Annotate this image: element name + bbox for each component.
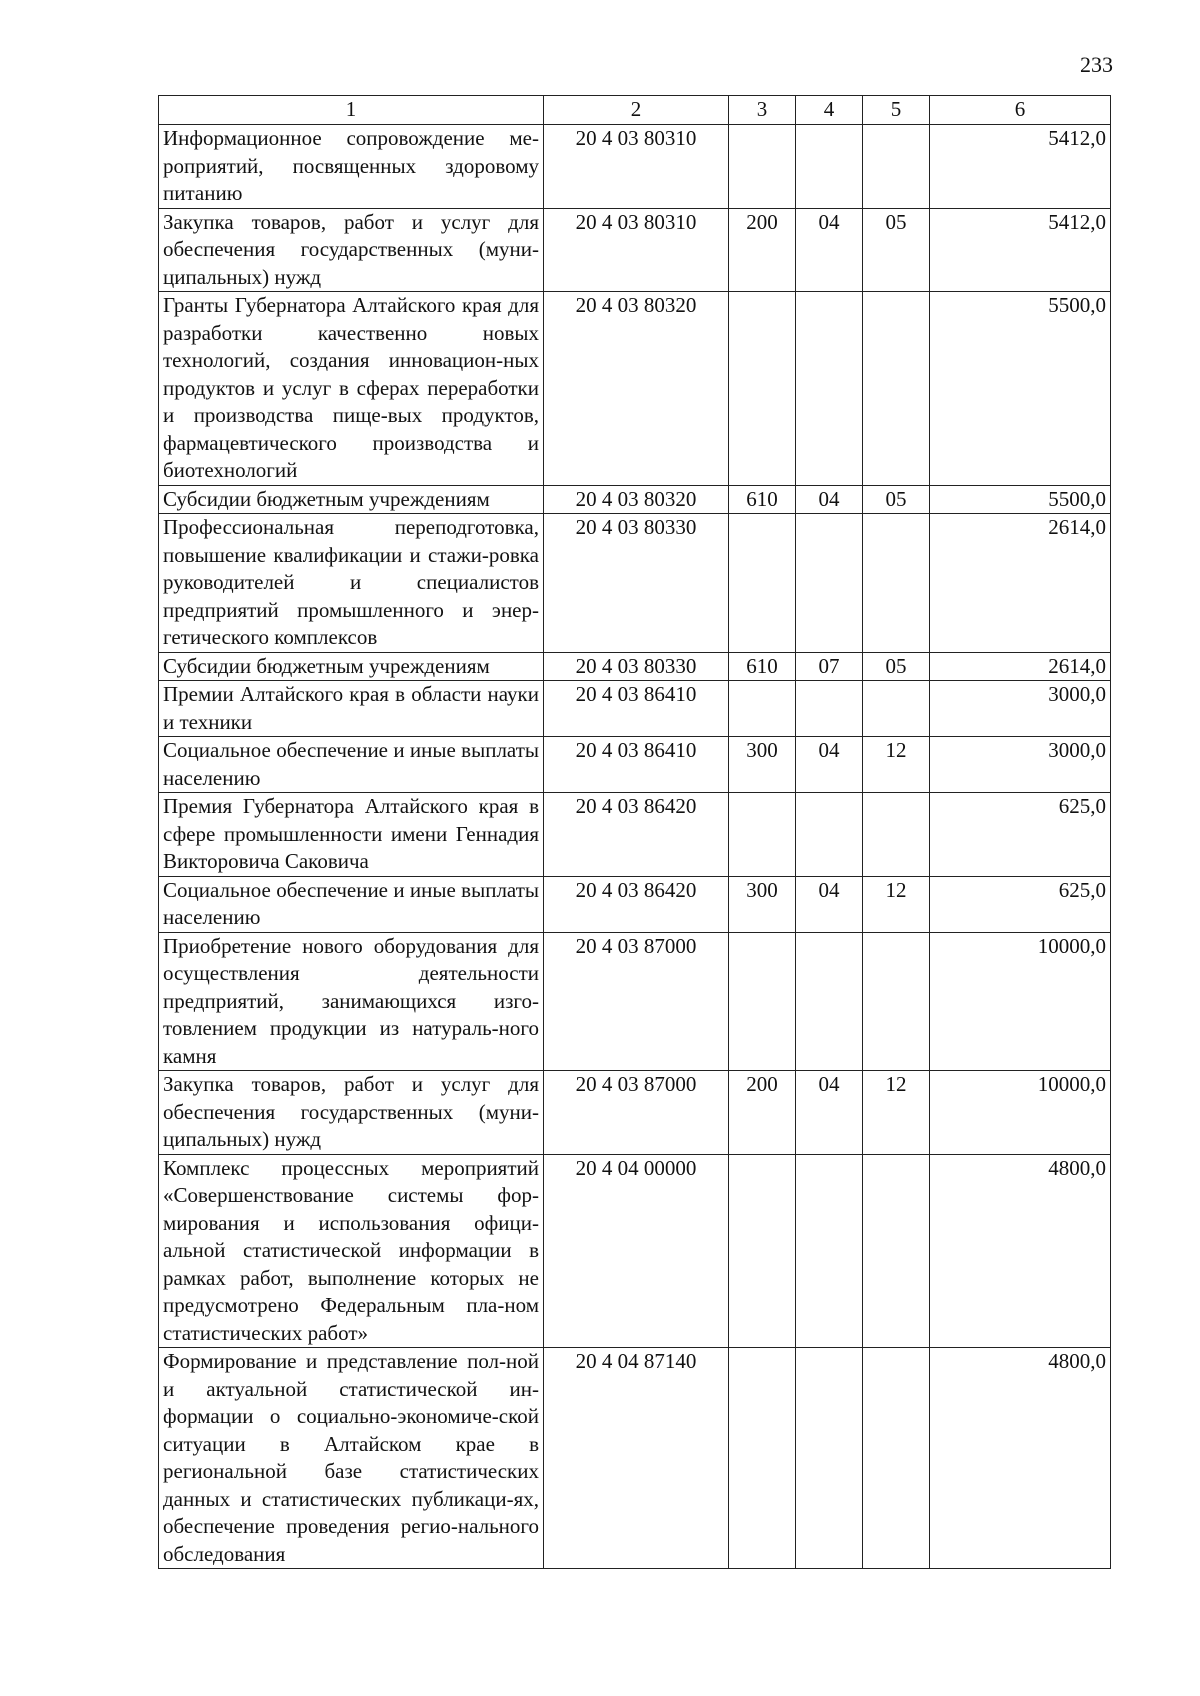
table-row (159, 208, 1111, 292)
row-amount: 625,0 (930, 793, 1111, 877)
row-col3 (729, 1348, 796, 1569)
row-amount: 5412,0 (930, 208, 1111, 292)
row-code: 20 4 03 87000 (544, 1071, 729, 1155)
row-name: Комплекс процессных мероприятий «Совершенствование системы фор-мирования и использования офици-альной статистической информации в рамках работ, выполнение которых не предусмотрено Федеральным пла-ном статистических работ» (159, 1154, 544, 1348)
column-header: 1 (159, 96, 544, 125)
row-col5 (863, 681, 930, 737)
row-col4 (796, 681, 863, 737)
row-col4: 04 (796, 208, 863, 292)
table-row (159, 1348, 1111, 1569)
row-col3 (729, 793, 796, 877)
row-amount: 4800,0 (930, 1348, 1111, 1569)
row-col4: 04 (796, 876, 863, 932)
row-amount: 10000,0 (930, 932, 1111, 1071)
row-col5: 12 (863, 876, 930, 932)
row-amount: 2614,0 (930, 514, 1111, 653)
table-row (159, 737, 1111, 793)
row-col4: 04 (796, 1071, 863, 1155)
row-col4 (796, 1154, 863, 1348)
row-col3 (729, 932, 796, 1071)
row-col3: 610 (729, 652, 796, 681)
column-header: 6 (930, 96, 1111, 125)
row-col4: 04 (796, 485, 863, 514)
budget-table (158, 95, 1111, 1569)
table-row (159, 793, 1111, 877)
row-name: Закупка товаров, работ и услуг для обеспечения государственных (муни-ципальных) нужд (159, 208, 544, 292)
table-row (159, 1071, 1111, 1155)
row-amount: 3000,0 (930, 681, 1111, 737)
row-code: 20 4 03 80320 (544, 292, 729, 486)
row-amount: 5500,0 (930, 485, 1111, 514)
row-col4: 07 (796, 652, 863, 681)
row-code: 20 4 04 00000 (544, 1154, 729, 1348)
row-col5 (863, 1154, 930, 1348)
row-col3 (729, 292, 796, 486)
row-name: Социальное обеспечение и иные выплаты населению (159, 737, 544, 793)
row-col5: 12 (863, 1071, 930, 1155)
row-col5 (863, 932, 930, 1071)
table-row (159, 292, 1111, 486)
row-col5: 05 (863, 208, 930, 292)
row-col4 (796, 514, 863, 653)
row-name: Социальное обеспечение и иные выплаты населению (159, 876, 544, 932)
table-row (159, 681, 1111, 737)
table-row (159, 1154, 1111, 1348)
table-row (159, 876, 1111, 932)
column-header: 5 (863, 96, 930, 125)
table-row (159, 125, 1111, 209)
row-code: 20 4 04 87140 (544, 1348, 729, 1569)
row-code: 20 4 03 87000 (544, 932, 729, 1071)
row-col5: 05 (863, 485, 930, 514)
column-header: 3 (729, 96, 796, 125)
row-amount: 625,0 (930, 876, 1111, 932)
row-col3: 300 (729, 737, 796, 793)
row-name: Премия Губернатора Алтайского края в сфере промышленности имени Геннадия Викторовича Саковича (159, 793, 544, 877)
row-name: Формирование и представление пол-ной и актуальной статистической ин-формации о социально-экономиче-ской ситуации в Алтайском крае в региональной базе статистических данных и статистических публикаци-ях, обеспечение проведения регио-нального обследования (159, 1348, 544, 1569)
row-col4 (796, 932, 863, 1071)
row-name: Премии Алтайского края в области науки и техники (159, 681, 544, 737)
row-code: 20 4 03 80320 (544, 485, 729, 514)
row-amount: 3000,0 (930, 737, 1111, 793)
row-code: 20 4 03 80310 (544, 125, 729, 209)
row-col5 (863, 793, 930, 877)
column-header: 2 (544, 96, 729, 125)
row-name: Гранты Губернатора Алтайского края для разработки качественно новых технологий, создания инновацион-ных продуктов и услуг в сферах переработки и производства пище-вых продуктов, фармацевтического производства и биотехнологий (159, 292, 544, 486)
row-amount: 4800,0 (930, 1154, 1111, 1348)
row-amount: 5412,0 (930, 125, 1111, 209)
row-name: Информационное сопровождение ме-роприятий, посвященных здоровому питанию (159, 125, 544, 209)
row-col4 (796, 292, 863, 486)
row-amount: 2614,0 (930, 652, 1111, 681)
row-code: 20 4 03 86420 (544, 793, 729, 877)
row-col4: 04 (796, 737, 863, 793)
row-code: 20 4 03 86410 (544, 737, 729, 793)
row-col3 (729, 1154, 796, 1348)
row-amount: 5500,0 (930, 292, 1111, 486)
row-col3 (729, 681, 796, 737)
row-code: 20 4 03 80310 (544, 208, 729, 292)
row-col3: 300 (729, 876, 796, 932)
row-col3: 200 (729, 1071, 796, 1155)
row-code: 20 4 03 86420 (544, 876, 729, 932)
row-col5: 05 (863, 652, 930, 681)
row-name: Приобретение нового оборудования для осуществления деятельности предприятий, занимающихся изго-товлением продукции из натураль-ного камня (159, 932, 544, 1071)
row-col4 (796, 1348, 863, 1569)
row-code: 20 4 03 80330 (544, 514, 729, 653)
page-number: 233 (1080, 52, 1113, 77)
column-header: 4 (796, 96, 863, 125)
row-name: Субсидии бюджетным учреждениям (159, 652, 544, 681)
row-col5: 12 (863, 737, 930, 793)
table-row (159, 932, 1111, 1071)
table-header-row (159, 96, 1111, 125)
row-code: 20 4 03 86410 (544, 681, 729, 737)
row-name: Профессиональная переподготовка, повышение квалификации и стажи-ровка руководителей и специалистов предприятий промышленного и энер-гетического комплексов (159, 514, 544, 653)
row-col4 (796, 793, 863, 877)
table-row (159, 514, 1111, 653)
row-col3: 610 (729, 485, 796, 514)
row-amount: 10000,0 (930, 1071, 1111, 1155)
row-col3: 200 (729, 208, 796, 292)
row-code: 20 4 03 80330 (544, 652, 729, 681)
row-name: Закупка товаров, работ и услуг для обеспечения государственных (муни-ципальных) нужд (159, 1071, 544, 1155)
row-col5 (863, 1348, 930, 1569)
row-col5 (863, 292, 930, 486)
row-name: Субсидии бюджетным учреждениям (159, 485, 544, 514)
row-col5 (863, 514, 930, 653)
row-col3 (729, 125, 796, 209)
table-row (159, 485, 1111, 514)
row-col5 (863, 125, 930, 209)
table-row (159, 652, 1111, 681)
row-col3 (729, 514, 796, 653)
row-col4 (796, 125, 863, 209)
